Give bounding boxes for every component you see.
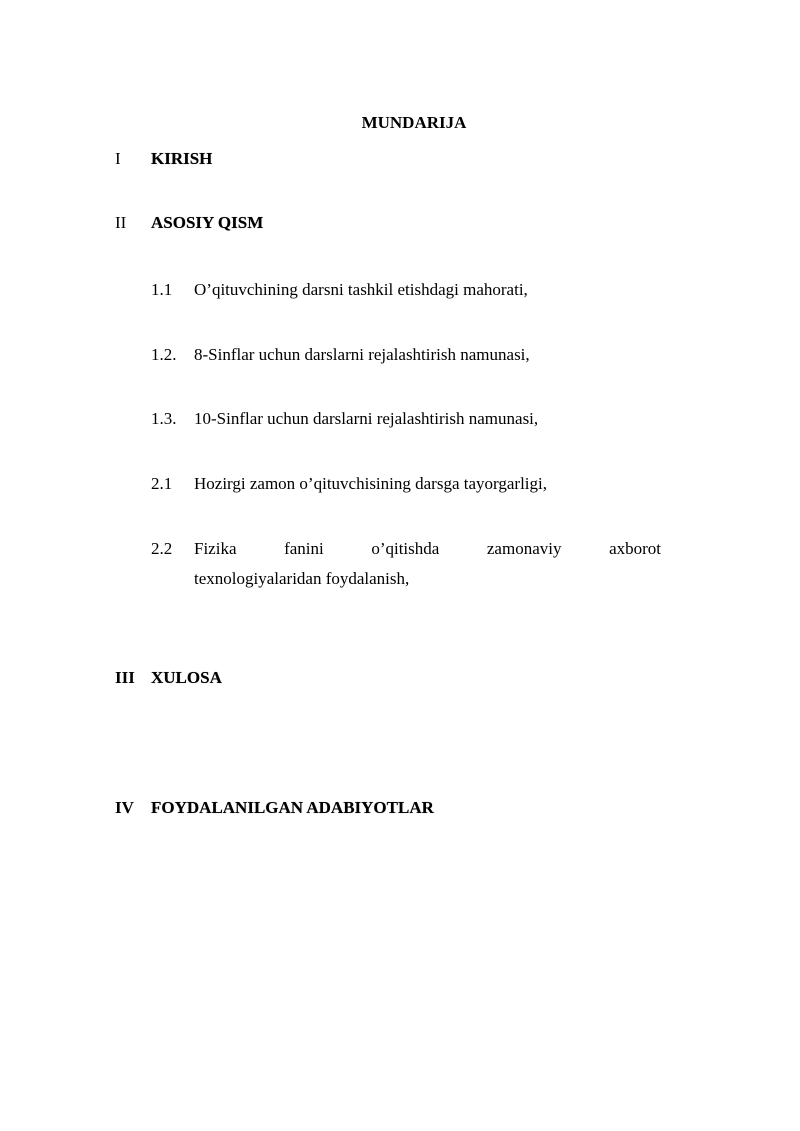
section-number: I bbox=[115, 149, 121, 168]
toc-subsection-1-3 bbox=[151, 408, 538, 430]
section-label: KIRISH bbox=[151, 149, 213, 168]
section-number: II bbox=[115, 213, 127, 232]
section-number: IV bbox=[115, 798, 134, 817]
subsection-word: zamonaviy bbox=[486, 539, 562, 558]
page-title: MUNDARIJA bbox=[361, 113, 467, 132]
subsection-number: 1.3. bbox=[151, 409, 177, 428]
subsection-text-line: texnologiyalaridan foydalanish, bbox=[194, 569, 410, 588]
section-label: ASOSIY QISM bbox=[151, 213, 264, 232]
toc-section-asosiy-qism bbox=[115, 212, 263, 234]
subsection-text: 10-Sinflar uchun darslarni rejalashtirish namunasi, bbox=[194, 409, 539, 428]
subsection-word: o’qitishda bbox=[371, 539, 440, 558]
section-label: FOYDALANILGAN ADABIYOTLAR bbox=[151, 798, 434, 817]
section-number: III bbox=[115, 668, 135, 687]
toc-section-xulosa bbox=[115, 667, 222, 689]
toc-subsection-1-1 bbox=[151, 279, 528, 301]
subsection-text: 8-Sinflar uchun darslarni rejalashtirish namunasi, bbox=[194, 345, 530, 364]
toc-subsection-2-2 bbox=[151, 534, 661, 594]
toc-section-kirish bbox=[115, 148, 212, 170]
subsection-number: 1.1 bbox=[151, 280, 173, 299]
subsection-number: 1.2. bbox=[151, 345, 177, 364]
section-label: XULOSA bbox=[151, 668, 222, 687]
subsection-word: fanini bbox=[284, 539, 324, 558]
subsection-number: 2.2 bbox=[151, 539, 173, 558]
toc-section-foydalanilgan-adabiyotlar bbox=[115, 797, 434, 819]
toc-subsection-1-2 bbox=[151, 344, 530, 366]
subsection-text bbox=[194, 534, 661, 594]
subsection-text-line bbox=[194, 534, 661, 564]
toc-subsection-2-1 bbox=[151, 473, 547, 495]
subsection-word: Fizika bbox=[194, 539, 237, 558]
subsection-word: axborot bbox=[609, 539, 661, 558]
subsection-number: 2.1 bbox=[151, 474, 173, 493]
subsection-text: O’qituvchining darsni tashkil etishdagi mahorati, bbox=[194, 280, 528, 299]
subsection-text: Hozirgi zamon o’qituvchisining darsga tayorgarligi, bbox=[194, 474, 547, 493]
